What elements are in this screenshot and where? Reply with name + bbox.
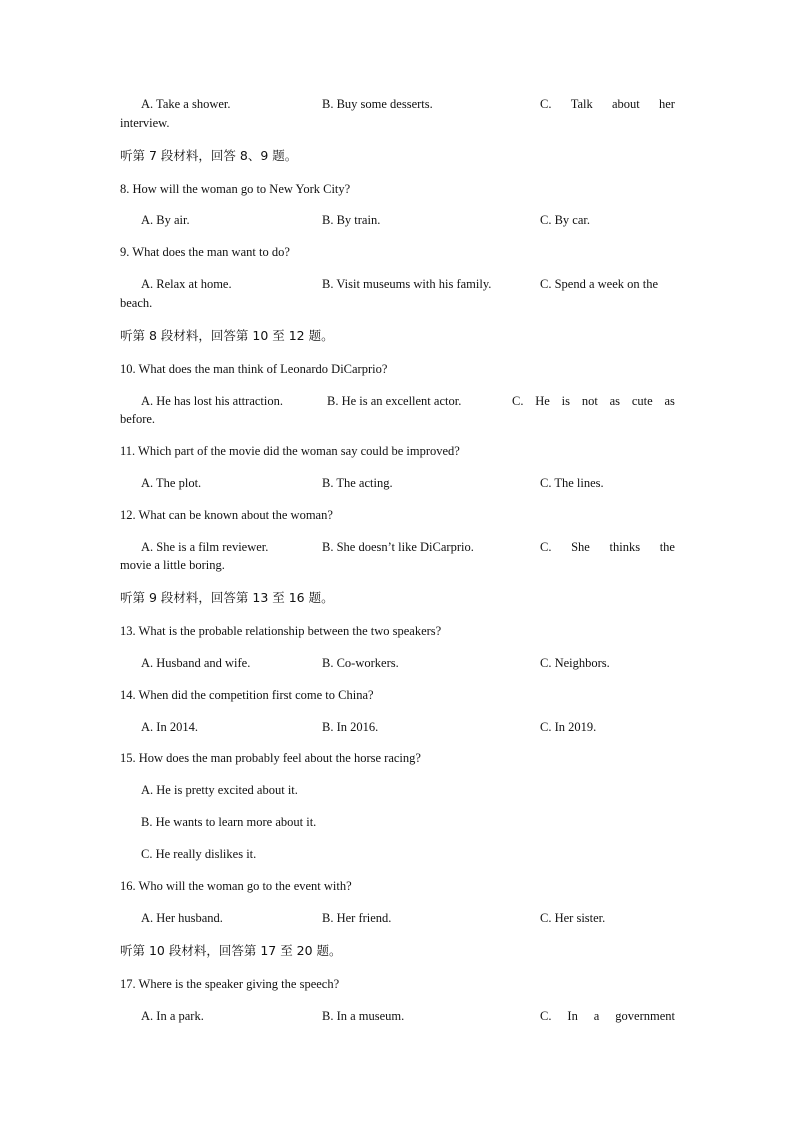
word: is: [561, 394, 571, 408]
option-continuation: interview.: [120, 116, 170, 130]
word: C.: [540, 97, 552, 111]
option-c: C. He really dislikes it.: [141, 847, 257, 861]
word: C.: [512, 394, 524, 408]
option-continuation: beach.: [120, 296, 153, 310]
section-heading: 听第 8 段材料，回答第 10 至 12 题。: [120, 328, 334, 343]
section-heading: 听第 9 段材料，回答第 13 至 16 题。: [120, 590, 334, 605]
option-a: A. Her husband.: [141, 911, 223, 925]
option-continuation: before.: [120, 412, 156, 426]
word: cute: [631, 394, 653, 408]
section-heading: 听第 7 段材料，回答 8、9 题。: [120, 148, 298, 163]
word: about: [611, 97, 640, 111]
option-c: C. Neighbors.: [540, 656, 610, 670]
word: C.: [540, 1009, 552, 1023]
option-b: B. By train.: [322, 213, 381, 227]
question: 14. When did the competition first come to China?: [120, 688, 374, 702]
word: He: [535, 394, 550, 408]
option-b: B. The acting.: [322, 476, 393, 490]
option-b: B. In 2016.: [322, 720, 379, 734]
option-continuation: movie a little boring.: [120, 558, 225, 572]
option-a: A. Take a shower.: [141, 97, 231, 111]
option-a: A. Husband and wife.: [141, 656, 251, 670]
option-b: B. In a museum.: [322, 1009, 405, 1023]
option-a: A. Relax at home.: [141, 277, 232, 291]
option-c: C. In 2019.: [540, 720, 597, 734]
option-b: B. Co-workers.: [322, 656, 399, 670]
question: 9. What does the man want to do?: [120, 245, 290, 259]
option-c: C. Spend a week on the: [540, 277, 659, 291]
word: not: [581, 394, 598, 408]
word: In: [567, 1009, 578, 1023]
question: 12. What can be known about the woman?: [120, 508, 333, 522]
option-c: C. The lines.: [540, 476, 604, 490]
question: 11. Which part of the movie did the woman say could be improved?: [120, 444, 460, 458]
option-a: A. In a park.: [141, 1009, 204, 1023]
option-c: C. By car.: [540, 213, 590, 227]
word: She: [571, 540, 590, 554]
question: 13. What is the probable relationship between the two speakers?: [120, 624, 442, 638]
option-a: A. He is pretty excited about it.: [141, 783, 298, 797]
option-a: A. He has lost his attraction.: [141, 394, 283, 408]
word: thinks: [609, 540, 641, 554]
option-b: B. He wants to learn more about it.: [141, 815, 317, 829]
option-a: A. In 2014.: [141, 720, 198, 734]
option-b: B. He is an excellent actor.: [327, 394, 462, 408]
option-b: B. She doesn’t like DiCarprio.: [322, 540, 474, 554]
word: the: [659, 540, 675, 554]
option-b: B. Buy some desserts.: [322, 97, 433, 111]
question: 15. How does the man probably feel about the horse racing?: [120, 751, 421, 765]
section-heading: 听第 10 段材料，回答第 17 至 20 题。: [120, 943, 342, 958]
option-c: [540, 96, 675, 112]
word: C.: [540, 540, 552, 554]
option-c: [540, 539, 675, 555]
option-b: B. Her friend.: [322, 911, 392, 925]
option-c: [540, 1008, 675, 1024]
word: as: [609, 394, 621, 408]
question: 10. What does the man think of Leonardo DiCarprio?: [120, 362, 388, 376]
option-a: A. The plot.: [141, 476, 202, 490]
option-c: C. Her sister.: [540, 911, 606, 925]
question: 17. Where is the speaker giving the speech?: [120, 977, 340, 991]
word: Talk: [570, 97, 593, 111]
word: government: [615, 1009, 675, 1023]
question: 16. Who will the woman go to the event with?: [120, 879, 352, 893]
option-a: A. By air.: [141, 213, 190, 227]
question: 8. How will the woman go to New York City?: [120, 182, 351, 196]
option-a: A. She is a film reviewer.: [141, 540, 269, 554]
option-c: [512, 393, 675, 409]
word: as: [664, 394, 675, 408]
option-b: B. Visit museums with his family.: [322, 277, 492, 291]
word: a: [593, 1009, 600, 1023]
word: her: [659, 97, 675, 111]
